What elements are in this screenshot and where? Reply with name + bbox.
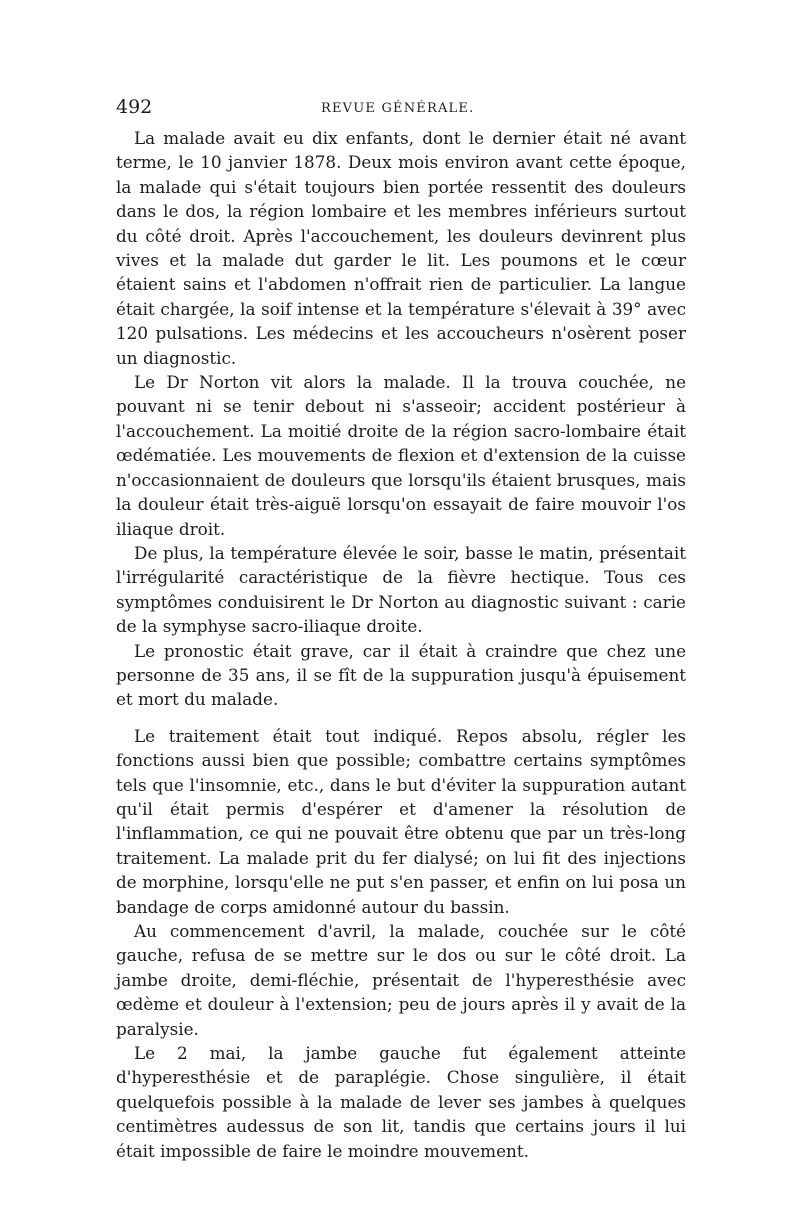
page-number: 492 [116,96,153,118]
paragraph: Le 2 mai, la jambe gauche fut également atteinte d'hyperesthésie et de paraplégie. Chose singulière, il était quelquefois possible à la malade de lever ses jambes à quelques centimètres audessus de son lit, tandis que certains jours il lui était impossible de faire le moindre mouvement. [116,1043,686,1161]
paragraph: Au commencement d'avril, la malade, couchée sur le côté gauche, refusa de se mettre sur le dos ou sur le côté droit. La jambe droite, demi-fléchie, présentait de l'hyperesthésie avec œdème et douleur à l'extension; peu de jours après il y avait de la paralysie. [116,921,686,1039]
paragraph: Le pronostic était grave, car il était à craindre que chez une personne de 35 ans, il se fît de la suppuration jusqu'à épuisement et mort du malade. [116,640,686,710]
book-page [116,96,686,1163]
paragraph: De plus, la température élevée le soir, basse le matin, présentait l'irrégularité caractéristique de la fièvre hectique. Tous ces symptômes conduisirent le Dr Norton au diagnostic suivant : carie de la symphyse sacro-iliaque droite. [116,542,686,637]
paragraph: La malade avait eu dix enfants, dont le dernier était né avant terme, le 10 janvier 1878. Deux mois environ avant cette époque, la malade qui s'était toujours bien portée ressentit des douleurs dans le dos, la région lombaire et les membres inférieurs surtout du côté droit. Après l'accouchement, les douleurs devinrent plus vives et la malade dut garder le lit. Les poumons et le cœur étaient sains et l'abdomen n'offrait rien de particulier. La langue était chargée, la soif intense et la température s'élevait à 39° avec 120 pulsations. Les médecins et les accoucheurs n'osèrent poser un diagnostic. [116,128,686,368]
page-header [116,96,686,126]
paragraph: Le traitement était tout indiqué. Repos absolu, régler les fonctions aussi bien que possible; combattre certains symptômes tels que l'insomnie, etc., dans le but d'éviter la suppuration autant qu'il était permis d'espérer et d'amener la résolution de l'inflammation, ce qui ne pouvait être obtenu que par un très-long traitement. La malade prit du fer dialysé; on lui fit des injections de morphine, lorsqu'elle ne put s'en passer, et enfin on lui posa un bandage de corps amidonné autour du bassin. [116,725,686,917]
article-body [116,126,686,1163]
running-head: REVUE GÉNÉRALE. [321,101,475,116]
paragraph: Le Dr Norton vit alors la malade. Il la trouva couchée, ne pouvant ni se tenir debout ni s'asseoir; accident postérieur à l'accouchement. La moitié droite de la région sacro-lombaire était œdématiée. Les mouvements de flexion et d'extension de la cuisse n'occasionnaient de douleurs que lorsqu'ils étaient brusques, mais la douleur était très-aiguë lorsqu'on essayait de faire mouvoir l'os iliaque droit. [116,372,686,539]
